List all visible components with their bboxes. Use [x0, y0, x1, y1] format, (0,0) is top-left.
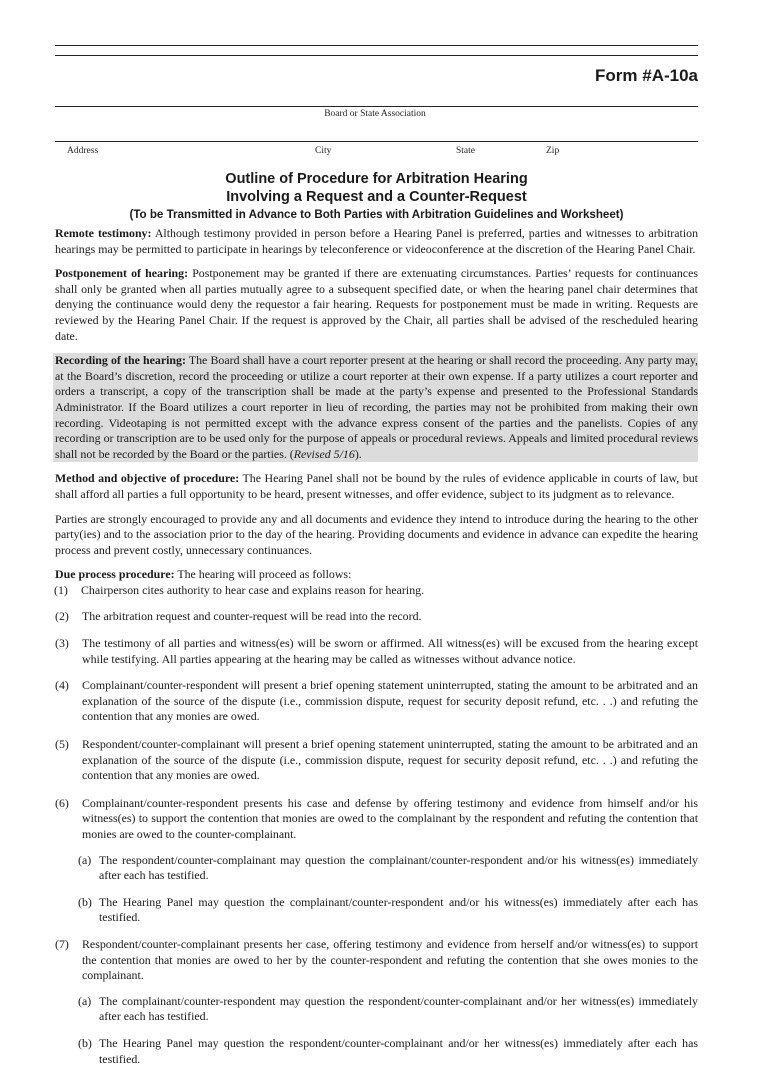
subitem-letter: (a)	[78, 852, 92, 867]
remote-body: Although testimony provided in person before a Hearing Panel is preferred, parties and witnesses to arbitration hearings may be permitted to participate in hearings by teleconference or videoconference at the discretion of the Hearing Panel Chair.	[55, 226, 699, 256]
due-process-subitem	[78, 1036, 698, 1067]
remote-heading: Remote testimony:	[55, 226, 152, 240]
title-line-2: Involving a Request and a Counter-Request	[226, 189, 527, 205]
subitem-text: The complainant/counter-respondent may question the respondent/counter-complainant and/or her witness(es) immediately after each has testified.	[99, 993, 698, 1024]
due-process-item	[55, 937, 698, 984]
due-process-item	[55, 636, 698, 667]
due-process-item	[55, 678, 698, 725]
subitem-text: The respondent/counter-complainant may question the complainant/counter-respondent and/or his witness(es) immediately after each has testified.	[99, 852, 698, 883]
item-number: (5)	[55, 737, 69, 752]
item-number: (2)	[55, 609, 69, 624]
parties-paragraph: Parties are strongly encouraged to provide any and all documents and evidence they intend to introduce during the hearing to the other party(ies) and to the association prior to the day of the hearing. Providing documents and evidence in advance can expedite the hearing process and prevent costly, unnecessary continuances.	[55, 511, 698, 557]
due-process-item	[54, 583, 698, 599]
item-number: (6)	[55, 795, 69, 810]
due-process-item	[55, 796, 698, 843]
recording-heading: Recording of the hearing:	[55, 353, 186, 368]
item-text: Respondent/counter-complainant will present a brief opening statement uninterrupted, stating the amount to be arbitrated and an explanation of the source of the dispute (i.e., commission dispute, request for security deposit refund, etc. . .) and refuting the contention that any monies are owed.	[82, 737, 698, 783]
item-text: Complainant/counter-respondent presents his case and defense by offering testimony and evidence from himself and/or his witness(es) to support the contention that monies are owed to the complainant by the respondent and refuting the contention that monies are owed to the counter-complainant.	[82, 795, 698, 841]
address-label: Address	[67, 146, 99, 156]
method-heading: Method and objective of procedure:	[55, 471, 240, 486]
subitem-letter: (b)	[78, 894, 92, 909]
board-line	[55, 106, 698, 107]
top-rule-2	[55, 55, 698, 56]
due-process-subitem	[78, 853, 698, 884]
state-label: State	[456, 146, 475, 156]
recording-body: The Board shall have a court reporter present at the hearing or shall record the proceeding. Any party may, at the Board’s discretion, record the proceeding or utilize a court reporter at their own expense. If a party utilizes a court reporter and orders a transcript, a copy of the transcription shall be made at the party’s expense and presented to the Professional Standards Administrator. If the Board utilizes a court reporter in lieu of recording, the parties may not be prohibited from making their own recording. Videotaping is not permitted except with the advance express consent of the parties and the panelists. Copies of any recording or transcription are to be used only for the purpose of appeals or procedural reviews. Appeals and limited procedural reviews shall not be recorded by the Board or the parties. (	[55, 353, 699, 461]
subitem-letter: (a)	[78, 993, 92, 1008]
item-text: The arbitration request and counter-request will be read into the record.	[82, 609, 422, 624]
document-title	[55, 170, 698, 223]
due-process-title: Due process procedure:	[55, 567, 175, 582]
item-number: (4)	[55, 678, 69, 693]
due-process-list	[55, 583, 698, 1067]
subitem-text: The Hearing Panel may question the complainant/counter-respondent and/or his witness(es) immediately after each has testified.	[99, 894, 698, 925]
top-rule-1	[55, 45, 698, 46]
postponement-body: Postponement may be granted if there are extenuating circumstances. Parties’ requests for continuances shall only be granted when all parties mutually agree to a subsequent specified date, or when the hearing panel chair determines that denying the continuance would deny the requestor a fair hearing. Requests for postponement must be made in writing. Requests are reviewed by the Hearing Panel Chair. If the request is approved by the Chair, all parties shall be advised of the rescheduled hearing date.	[55, 266, 698, 343]
remote-testimony-paragraph	[55, 226, 698, 257]
due-process-subitem	[78, 994, 698, 1025]
zip-label: Zip	[546, 146, 560, 156]
subitem-text: The Hearing Panel may question the respondent/counter-complainant and/or her witness(es) immediately after each has testified.	[99, 1035, 698, 1066]
item-text: The testimony of all parties and witness(es) will be sworn or affirmed. All witness(es) will be excused from the hearing except while testifying. All parties appearing at the hearing may be called as witnesses without advance notice.	[82, 636, 698, 666]
city-label: City	[315, 146, 332, 156]
subitem-letter: (b)	[78, 1035, 92, 1050]
method-body: The Hearing Panel shall not be bound by the rules of evidence applicable in courts of law, but shall afford all parties a full opportunity to be heard, present witnesses, and offer evidence, subject to its judgment as to relevance.	[55, 471, 698, 501]
method-paragraph	[55, 471, 698, 502]
due-process-subitem	[78, 895, 698, 926]
item-text: Complainant/counter-respondent will present a brief opening statement uninterrupted, stating the amount to be arbitrated and an explanation of the source of the dispute (i.e., commission dispute, request for security deposit refund, etc. . .) and refuting the contention that any monies are owed.	[82, 678, 698, 724]
due-process-item	[55, 609, 698, 625]
title-line-1: Outline of Procedure for Arbitration Hearing	[225, 171, 528, 187]
due-process-item	[55, 737, 698, 784]
board-label: Board or State Association	[324, 109, 426, 119]
postponement-heading: Postponement of hearing:	[55, 266, 189, 281]
recording-end: ).	[354, 446, 362, 461]
postponement-paragraph	[55, 266, 698, 344]
address-line	[55, 141, 698, 142]
item-text: Chairperson cites authority to hear case and explains reason for hearing.	[81, 582, 425, 597]
recording-paragraph	[53, 353, 698, 462]
item-number: (1)	[54, 582, 68, 597]
document-body	[55, 226, 698, 1078]
title-subtitle: (To be Transmitted in Advance to Both Parties with Arbitration Guidelines and Worksheet)	[129, 208, 624, 221]
item-number: (7)	[55, 936, 69, 951]
item-text: Respondent/counter-complainant presents her case, offering testimony and evidence from herself and/or witness(es) to support the contention that monies are owed to her by the counter-respondent and refuting the contention that she owes monies to the complainant.	[82, 936, 698, 983]
form-id: Form #A-10a	[595, 66, 698, 85]
revised-note: Revised 5/16	[293, 446, 355, 461]
due-process-intro: The hearing will proceed as follows:	[174, 567, 352, 582]
item-number: (3)	[55, 636, 69, 651]
due-process-heading	[55, 567, 698, 583]
